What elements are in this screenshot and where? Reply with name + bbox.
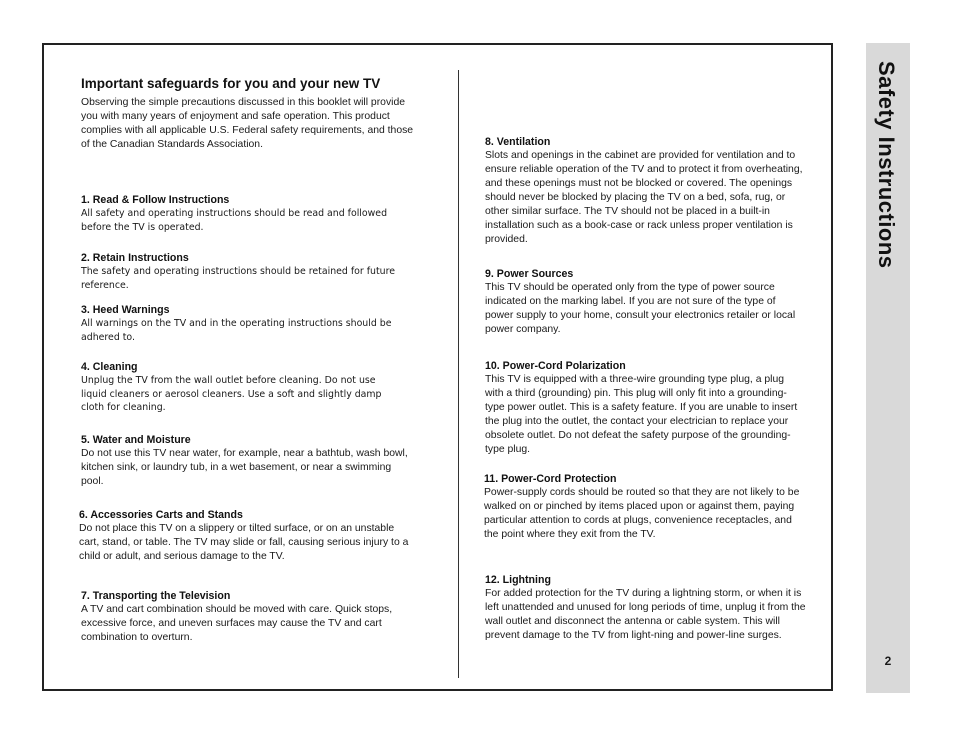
section-body: A TV and cart combination should be moved with care. Quick stops, excessive force, and uneven surfaces may cause the TV and cart combination to overturn. — [81, 604, 393, 643]
section-cleaning — [81, 360, 399, 415]
section-title: 12. Lightning — [485, 574, 551, 586]
side-tab — [866, 43, 910, 693]
section-heed-warnings — [81, 303, 411, 344]
section-lightning — [485, 573, 807, 643]
section-body: Slots and openings in the cabinet are provided for ventilation and to ensure reliable operation of the TV and to protect it from overheating, and these openings must not be blocked or covered. The openings should never be blocked by placing the TV on a bed, sofa, rug, or other similar surface. The TV should not be placed in a built-in installation such as a book-case or rack unless proper ventilation is provided. — [485, 150, 803, 245]
section-title: 1. Read & Follow Instructions — [81, 194, 230, 206]
section-body: The safety and operating instructions should be retained for future reference. — [81, 266, 395, 291]
section-power-cord-polarization — [485, 359, 805, 457]
side-tab-title: Safety Instructions — [874, 61, 899, 269]
section-accessories — [79, 508, 413, 564]
section-power-sources — [485, 267, 801, 337]
section-body: Power-supply cords should be routed so that they are not likely to be walked on or pinched by items placed upon or against them, paying particular attention to cords at plugs, convenience receptacles, and the point where they exit from the TV. — [484, 487, 800, 540]
section-ventilation — [485, 135, 807, 247]
section-title: 5. Water and Moisture — [81, 434, 191, 446]
section-body: Do not use this TV near water, for example, near a bathtub, wash bowl, kitchen sink, or laundry tub, in a wet basement, or near a swimming pool. — [81, 448, 408, 487]
section-body: This TV should be operated only from the type of power source indicated on the marking label. If you are not sure of the type of power supply to your home, consult your electronics retailer or local power company. — [485, 282, 796, 335]
section-body: Do not place this TV on a slippery or tilted surface, or on an unstable cart, stand, or table. The TV may slide or fall, causing serious injury to a child or adult, and serious damage to the TV. — [79, 523, 409, 562]
section-title: 11. Power-Cord Protection — [484, 473, 617, 485]
section-title: 9. Power Sources — [485, 268, 574, 280]
column-divider — [458, 70, 459, 678]
section-title: 4. Cleaning — [81, 361, 138, 373]
section-title: 7. Transporting the Television — [81, 590, 231, 602]
section-power-cord-protection — [484, 472, 804, 542]
section-water-moisture — [81, 433, 411, 489]
section-body: This TV is equipped with a three-wire grounding type plug, a plug with a third (grounding) pin. This plug will only fit into a grounding-type power outlet. This is a safety feature. If you are unable to insert the plug into the outlet, the contact your electrician to replace your obsolete outlet. Do not defeat the safety purpose of the grounding-type plug. — [485, 374, 798, 455]
section-title: 3. Heed Warnings — [81, 304, 170, 316]
section-body: For added protection for the TV during a lightning storm, or when it is left unattended and unused for long periods of time, unplug it from the wall outlet and disconnect the antenna or cable system. This will prevent damage to the TV from light-ning and power-line surges. — [485, 588, 806, 641]
section-body: All safety and operating instructions should be read and followed before the TV is operated. — [81, 208, 388, 233]
section-read-follow — [81, 193, 411, 234]
section-title: 8. Ventilation — [485, 136, 551, 148]
intro-section — [81, 76, 423, 152]
section-title: 2. Retain Instructions — [81, 252, 189, 264]
section-title: 10. Power-Cord Polarization — [485, 360, 626, 372]
section-body: All warnings on the TV and in the operating instructions should be adhered to. — [81, 318, 392, 343]
intro-body: Observing the simple precautions discussed in this booklet will provide you with many years of enjoyment and safe operation. This product complies with all applicable U.S. Federal safety requirements, and those of the Canadian Standards Association. — [81, 97, 414, 150]
section-retain — [81, 251, 411, 292]
intro-title: Important safeguards for you and your new TV — [81, 76, 381, 91]
section-title: 6. Accessories Carts and Stands — [79, 509, 243, 521]
section-body: Unplug the TV from the wall outlet before cleaning. Do not use liquid cleaners or aerosol cleaners. Use a soft and slightly damp cloth for cleaning. — [81, 375, 382, 413]
page-number: 2 — [884, 654, 892, 668]
section-transporting — [81, 589, 411, 645]
